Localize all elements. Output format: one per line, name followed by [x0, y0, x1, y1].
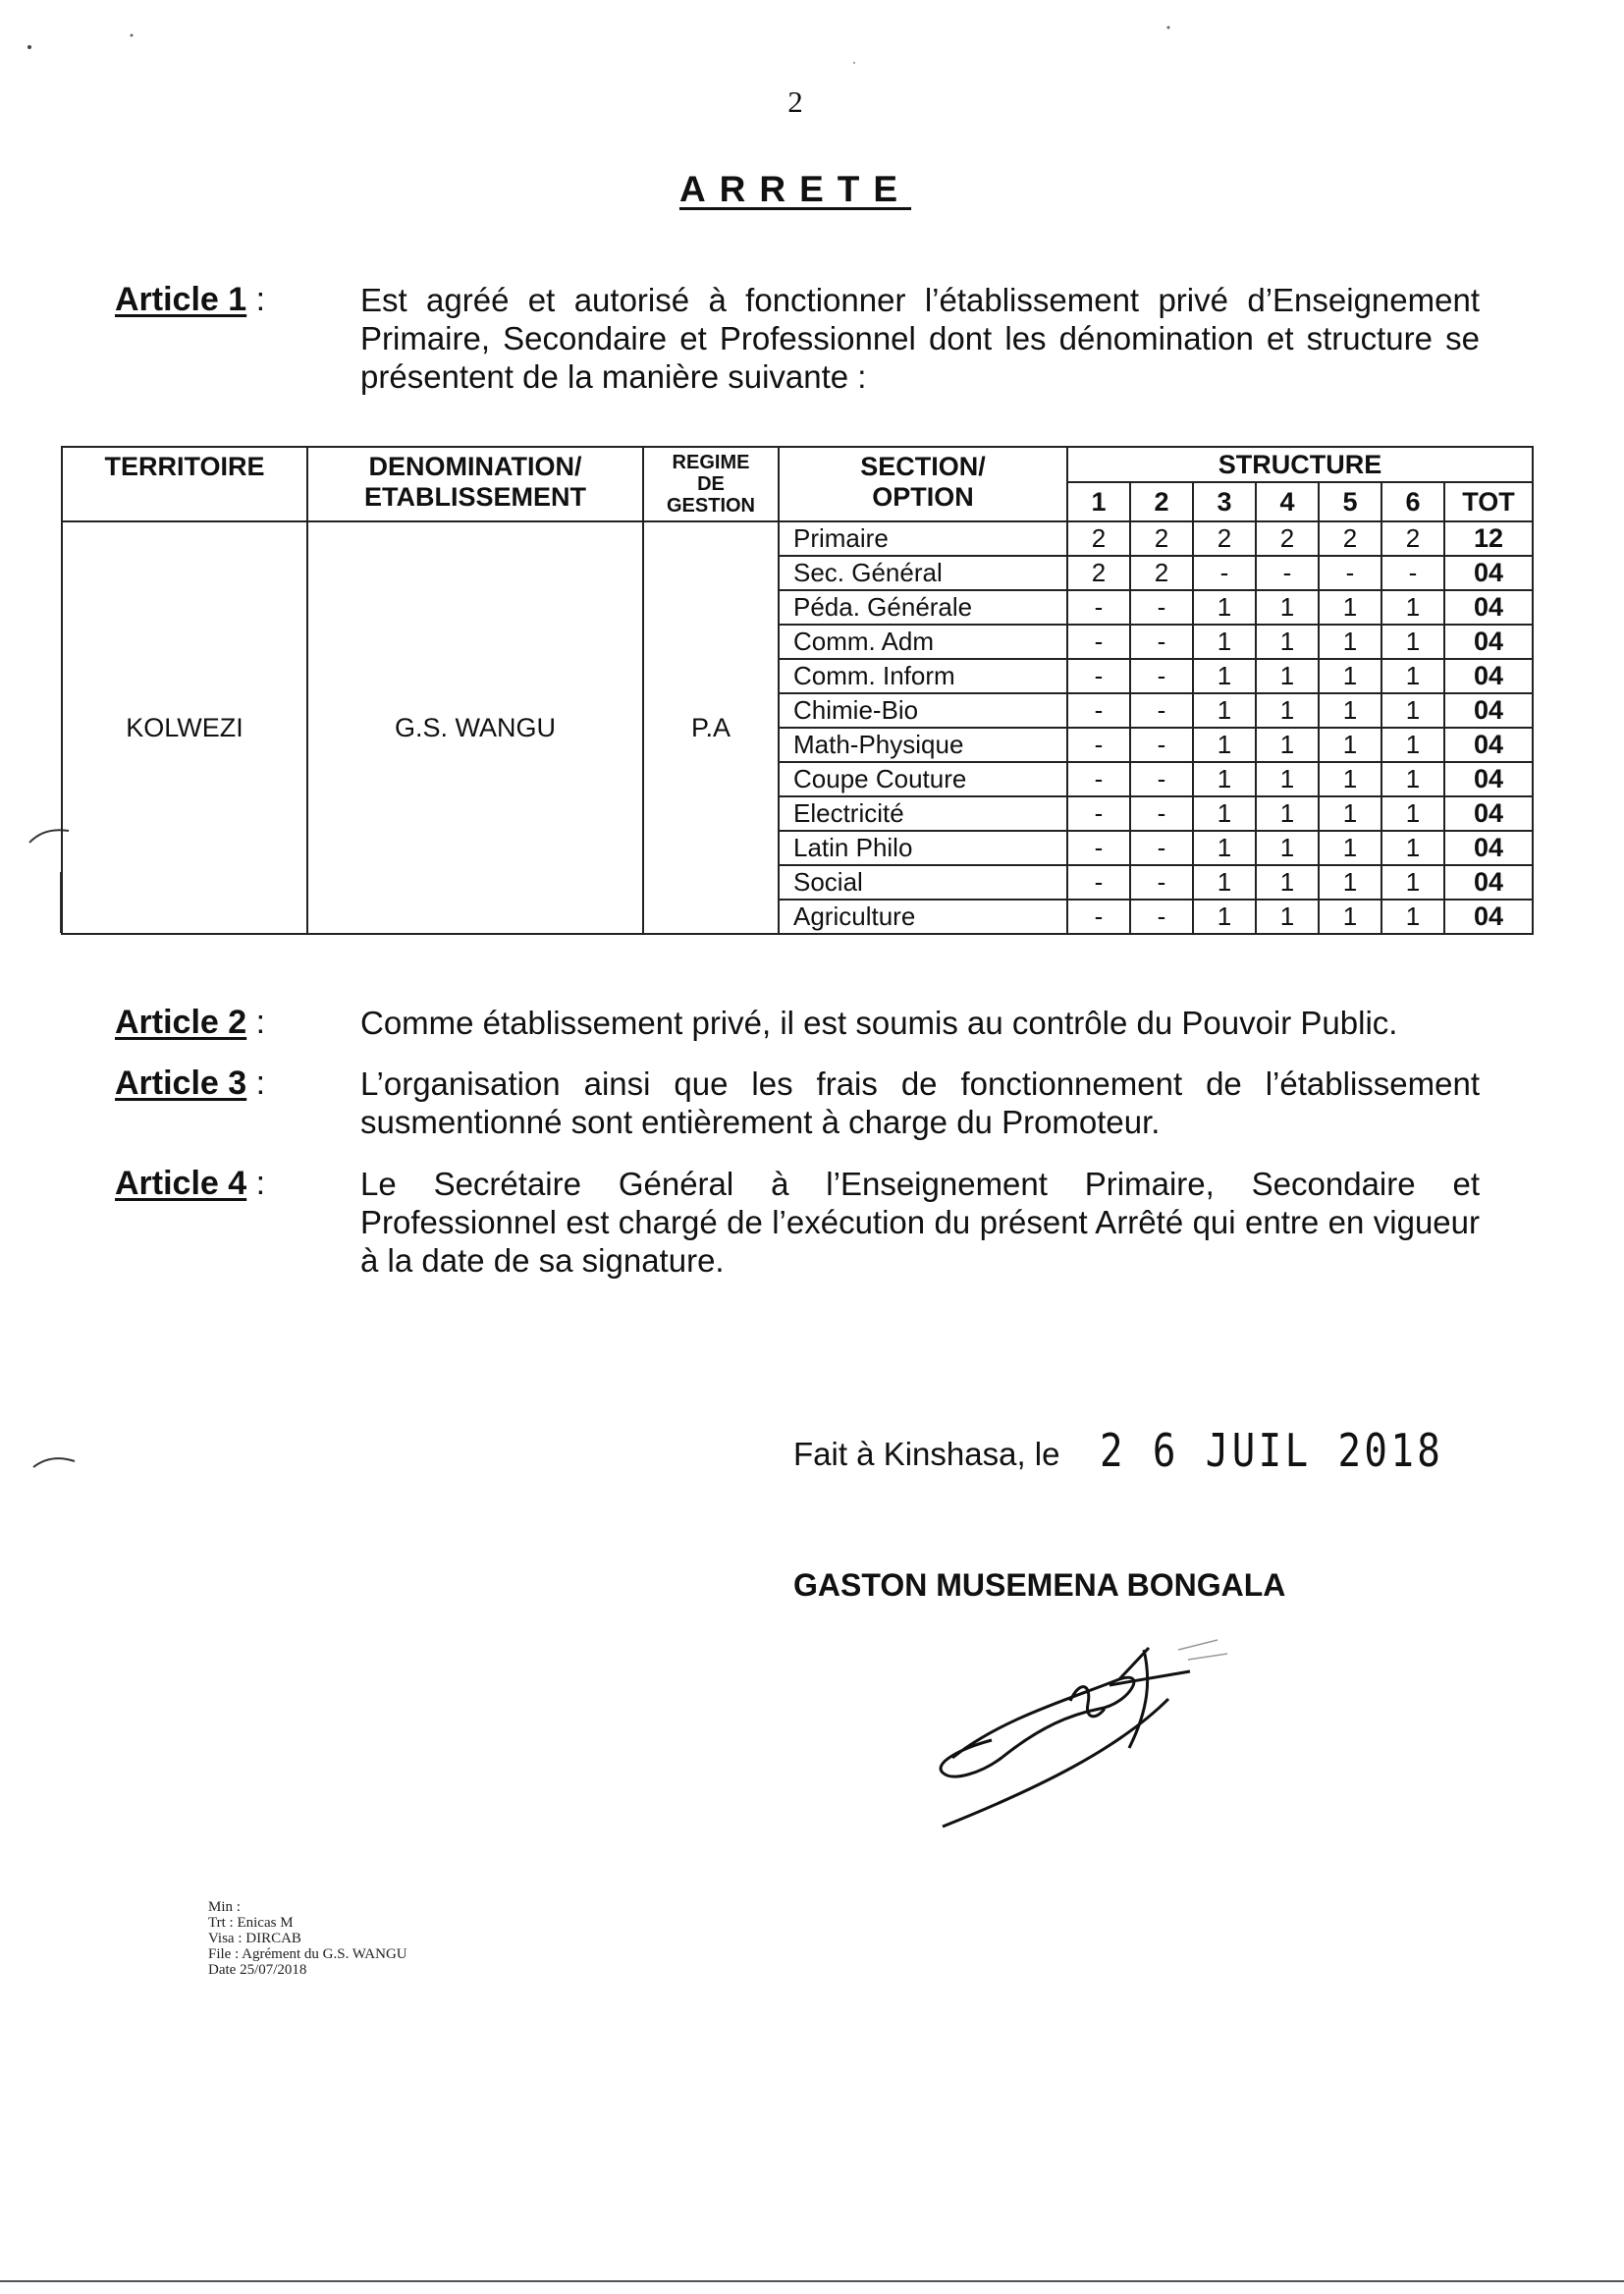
- cell-total: 04: [1444, 762, 1533, 796]
- cell-value: 1: [1256, 590, 1319, 625]
- cell-value: -: [1381, 556, 1444, 590]
- cell-value: 1: [1381, 900, 1444, 934]
- cell-total: 04: [1444, 831, 1533, 865]
- cell-value: 1: [1256, 659, 1319, 693]
- cell-value: -: [1130, 762, 1193, 796]
- article-label: [115, 1065, 265, 1103]
- cell-value: 1: [1381, 831, 1444, 865]
- cell-value: 1: [1319, 831, 1381, 865]
- cell-total: 04: [1444, 625, 1533, 659]
- cell-value: 1: [1319, 796, 1381, 831]
- header-col-2: 2: [1130, 482, 1193, 521]
- cell-value: 1: [1319, 590, 1381, 625]
- article-label: [115, 1165, 265, 1203]
- article-text: Est agréé et autorisé à fonctionner l’établissement privé d’Enseignement Primaire, Secondaire et Professionnel dont les dénomination et structure se présentent de la manière suivante :: [360, 282, 1480, 395]
- cell-value: -: [1130, 796, 1193, 831]
- cell-etablissement: G.S. WANGU: [307, 521, 643, 934]
- cell-value: 1: [1193, 728, 1256, 762]
- header-col-4: 4: [1256, 482, 1319, 521]
- heading-text: ARRETE: [678, 169, 912, 209]
- signature-mark: [923, 1611, 1276, 1846]
- header-col-5: 5: [1319, 482, 1381, 521]
- cell-value: -: [1256, 556, 1319, 590]
- cell-value: -: [1067, 796, 1130, 831]
- header-structure: STRUCTURE: [1067, 447, 1533, 482]
- cell-value: 2: [1193, 521, 1256, 556]
- cell-value: -: [1067, 625, 1130, 659]
- cell-value: 1: [1319, 693, 1381, 728]
- cell-option: Social: [779, 865, 1067, 900]
- header-regime: REGIME DE GESTION: [643, 447, 779, 521]
- cell-value: 1: [1193, 865, 1256, 900]
- cell-value: 2: [1319, 521, 1381, 556]
- cell-total: 04: [1444, 900, 1533, 934]
- cell-value: -: [1130, 831, 1193, 865]
- cell-total: 04: [1444, 556, 1533, 590]
- cell-option: Math-Physique: [779, 728, 1067, 762]
- cell-option: Coupe Couture: [779, 762, 1067, 796]
- cell-value: 1: [1256, 831, 1319, 865]
- article-label-text: Article 3: [115, 1065, 247, 1102]
- cell-option: Péda. Générale: [779, 590, 1067, 625]
- cell-option: Primaire: [779, 521, 1067, 556]
- cell-total: 12: [1444, 521, 1533, 556]
- document-heading: [0, 169, 1591, 210]
- cell-value: 1: [1193, 831, 1256, 865]
- article-text: L’organisation ainsi que les frais de fonctionnement de l’établissement susmentionné sont entièrement à charge du Promoteur.: [360, 1065, 1480, 1140]
- cell-value: 1: [1319, 728, 1381, 762]
- cell-value: -: [1067, 590, 1130, 625]
- cell-value: 1: [1381, 762, 1444, 796]
- cell-value: 1: [1381, 728, 1444, 762]
- footer-line: File : Agrément du G.S. WANGU: [208, 1946, 407, 1962]
- cell-value: 2: [1130, 521, 1193, 556]
- cell-value: 1: [1193, 900, 1256, 934]
- cell-value: 1: [1193, 796, 1256, 831]
- cell-value: 1: [1256, 865, 1319, 900]
- cell-value: 1: [1381, 590, 1444, 625]
- cell-value: 1: [1193, 625, 1256, 659]
- signer-name: GASTON MUSEMENA BONGALA: [793, 1567, 1286, 1603]
- cell-value: -: [1130, 659, 1193, 693]
- cell-value: -: [1067, 762, 1130, 796]
- structure-table: [61, 446, 1534, 935]
- cell-value: 1: [1193, 590, 1256, 625]
- cell-value: -: [1130, 590, 1193, 625]
- cell-value: -: [1067, 659, 1130, 693]
- header-col-1: 1: [1067, 482, 1130, 521]
- cell-total: 04: [1444, 865, 1533, 900]
- table-row: [62, 521, 1533, 556]
- cell-value: -: [1319, 556, 1381, 590]
- cell-value: 2: [1130, 556, 1193, 590]
- cell-value: 1: [1193, 693, 1256, 728]
- cell-value: 1: [1256, 900, 1319, 934]
- place-label: Fait à Kinshasa, le: [793, 1436, 1060, 1472]
- header-territoire: TERRITOIRE: [62, 447, 307, 521]
- cell-value: -: [1067, 865, 1130, 900]
- article-label-text: Article 4: [115, 1165, 247, 1202]
- cell-value: 1: [1193, 659, 1256, 693]
- cell-value: 1: [1256, 762, 1319, 796]
- header-col-6: 6: [1381, 482, 1444, 521]
- cell-value: 1: [1319, 900, 1381, 934]
- cell-value: 1: [1319, 865, 1381, 900]
- footer-line: Date 25/07/2018: [208, 1962, 307, 1978]
- footer-line: Visa : DIRCAB: [208, 1931, 301, 1946]
- cell-value: 2: [1067, 521, 1130, 556]
- footer-line: Trt : Enicas M: [208, 1915, 294, 1931]
- cell-territoire: KOLWEZI: [62, 521, 307, 934]
- header-denomination: DENOMINATION/ ETABLISSEMENT: [307, 447, 643, 521]
- cell-option: Comm. Inform: [779, 659, 1067, 693]
- cell-total: 04: [1444, 590, 1533, 625]
- cell-value: -: [1130, 693, 1193, 728]
- cell-value: 2: [1256, 521, 1319, 556]
- cell-value: -: [1130, 865, 1193, 900]
- cell-value: 1: [1319, 625, 1381, 659]
- footer-references: [208, 1899, 407, 1978]
- header-col-tot: TOT: [1444, 482, 1533, 521]
- cell-value: 1: [1381, 625, 1444, 659]
- cell-value: -: [1130, 900, 1193, 934]
- page-number: 2: [787, 84, 803, 119]
- cell-value: 1: [1381, 865, 1444, 900]
- cell-value: -: [1067, 693, 1130, 728]
- cell-option: Comm. Adm: [779, 625, 1067, 659]
- cell-value: 2: [1067, 556, 1130, 590]
- cell-value: 1: [1381, 693, 1444, 728]
- article-label-sep: :: [246, 1004, 266, 1041]
- cell-value: -: [1067, 900, 1130, 934]
- cell-option: Chimie-Bio: [779, 693, 1067, 728]
- cell-value: -: [1067, 831, 1130, 865]
- article-label-text: Article 1: [115, 281, 247, 318]
- article-label-sep: :: [246, 281, 266, 318]
- cell-value: -: [1130, 728, 1193, 762]
- cell-value: 1: [1256, 693, 1319, 728]
- article-label: [115, 281, 265, 319]
- cell-value: -: [1067, 728, 1130, 762]
- article-label-sep: :: [246, 1065, 266, 1102]
- cell-total: 04: [1444, 693, 1533, 728]
- article-text: Le Secrétaire Général à l’Enseignement Primaire, Secondaire et Professionnel est chargé de l’exécution du présent Arrêté qui entre en vigueur à la date de sa signature.: [360, 1166, 1480, 1279]
- table-body: [62, 521, 1533, 934]
- article-label: [115, 1004, 265, 1042]
- cell-total: 04: [1444, 659, 1533, 693]
- cell-value: 2: [1381, 521, 1444, 556]
- table-header-row: [62, 447, 1533, 482]
- article-label-sep: :: [246, 1165, 266, 1202]
- header-col-3: 3: [1193, 482, 1256, 521]
- cell-total: 04: [1444, 796, 1533, 831]
- cell-regime: P.A: [643, 521, 779, 934]
- cell-value: 1: [1381, 796, 1444, 831]
- article-label-text: Article 2: [115, 1004, 247, 1041]
- cell-value: 1: [1319, 762, 1381, 796]
- header-section: SECTION/ OPTION: [779, 447, 1067, 521]
- cell-value: 1: [1256, 728, 1319, 762]
- bottom-rule: [0, 2280, 1624, 2282]
- handwritten-date: 2 6 JUIL 2018: [1100, 1424, 1444, 1477]
- cell-option: Latin Philo: [779, 831, 1067, 865]
- cell-value: 1: [1319, 659, 1381, 693]
- cell-option: Agriculture: [779, 900, 1067, 934]
- cell-value: -: [1193, 556, 1256, 590]
- cell-value: 1: [1256, 625, 1319, 659]
- cell-value: -: [1130, 625, 1193, 659]
- cell-option: Electricité: [779, 796, 1067, 831]
- footer-line: Min :: [208, 1899, 241, 1915]
- article-text: Comme établissement privé, il est soumis au contrôle du Pouvoir Public.: [360, 1005, 1398, 1041]
- cell-value: 1: [1193, 762, 1256, 796]
- cell-option: Sec. Général: [779, 556, 1067, 590]
- cell-total: 04: [1444, 728, 1533, 762]
- cell-value: 1: [1256, 796, 1319, 831]
- cell-value: 1: [1381, 659, 1444, 693]
